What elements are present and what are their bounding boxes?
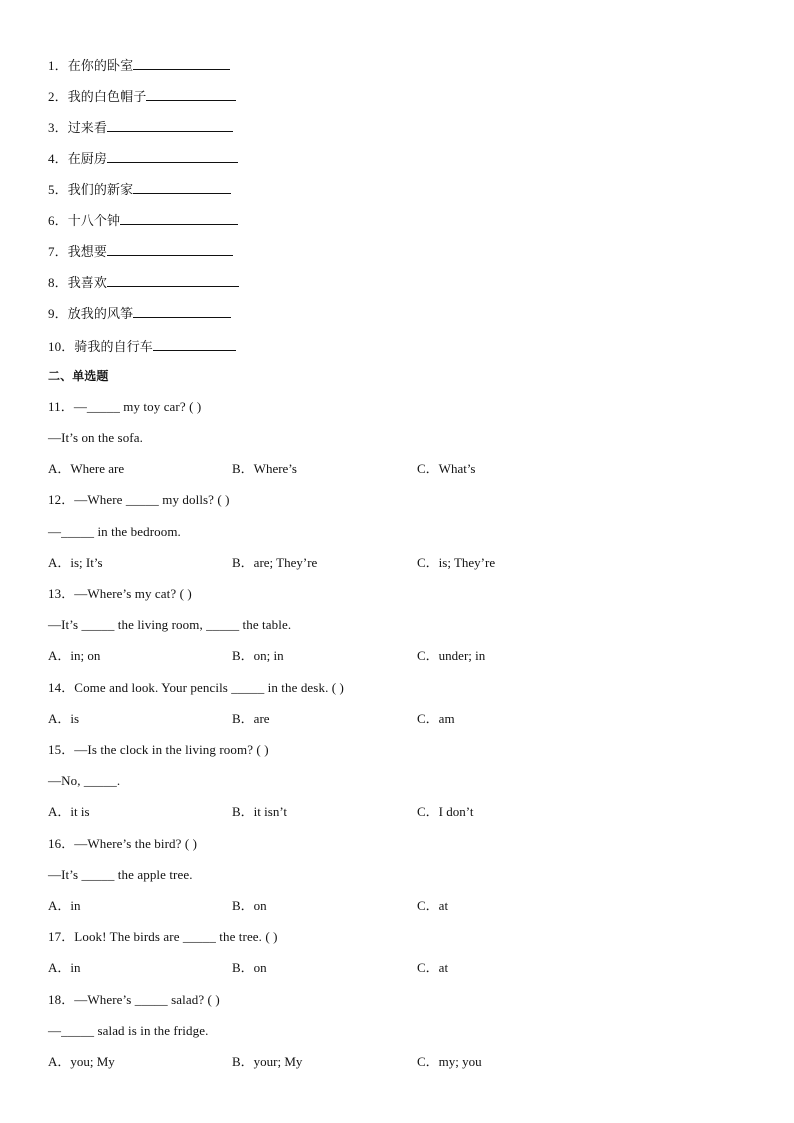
translation-item: [48, 272, 239, 292]
translation-prompt: 10．骑我的自行车: [48, 339, 153, 354]
translation-prompt: 9．放我的风筝: [48, 306, 134, 321]
question-text: 12．—Where _____ my dolls? ( ): [48, 492, 230, 507]
question-text: —It’s _____ the living room, _____ the table.: [48, 617, 292, 632]
option-c[interactable]: C．is; They’re: [417, 555, 496, 570]
translation-prompt: 4．在厨房: [48, 151, 108, 166]
question-text: 14．Come and look. Your pencils _____ in the desk. ( ): [48, 680, 344, 695]
translation-item: [48, 55, 230, 75]
option-b[interactable]: B．are; They’re: [232, 555, 318, 570]
translation-prompt: 6．十八个钟: [48, 213, 121, 228]
answer-blank[interactable]: [107, 272, 239, 287]
answer-blank[interactable]: [107, 117, 233, 132]
answer-blank[interactable]: [153, 336, 236, 351]
question-text: —_____ in the bedroom.: [48, 524, 181, 539]
option-b[interactable]: B．on: [232, 960, 267, 975]
option-b[interactable]: B．on: [232, 898, 267, 913]
question-text: —It’s _____ the apple tree.: [48, 867, 193, 882]
question-text: 17．Look! The birds are _____ the tree. ( ): [48, 929, 278, 944]
option-c[interactable]: C．under; in: [417, 648, 486, 663]
answer-blank[interactable]: [133, 55, 230, 70]
question-text: 13．—Where’s my cat? ( ): [48, 586, 192, 601]
option-b[interactable]: B．it isn’t: [232, 804, 288, 819]
option-c[interactable]: C．am: [417, 711, 455, 726]
option-a[interactable]: A．in; on: [48, 648, 101, 663]
question-text: 16．—Where’s the bird? ( ): [48, 836, 198, 851]
question-text: —_____ salad is in the fridge.: [48, 1023, 209, 1038]
option-a[interactable]: A．Where are: [48, 461, 125, 476]
option-a[interactable]: A．you; My: [48, 1054, 115, 1069]
translation-item: [48, 179, 231, 199]
option-a[interactable]: A．in: [48, 898, 81, 913]
answer-blank[interactable]: [107, 241, 233, 256]
question-text: 15．—Is the clock in the living room? ( ): [48, 742, 269, 757]
answer-blank[interactable]: [107, 148, 238, 163]
option-b[interactable]: B．are: [232, 711, 270, 726]
option-a[interactable]: A．is; It’s: [48, 555, 103, 570]
answer-blank[interactable]: [146, 86, 236, 101]
option-c[interactable]: C．at: [417, 960, 449, 975]
translation-prompt: 1．在你的卧室: [48, 58, 134, 73]
question-text: —No, _____.: [48, 773, 121, 788]
translation-item: [48, 336, 236, 356]
translation-item: [48, 241, 233, 261]
option-c[interactable]: C．at: [417, 898, 449, 913]
translation-prompt: 3．过来看: [48, 120, 108, 135]
translation-item: [48, 117, 233, 137]
option-a[interactable]: A．in: [48, 960, 81, 975]
option-c[interactable]: C．What’s: [417, 461, 476, 476]
translation-item: [48, 86, 236, 106]
option-a[interactable]: A．is: [48, 711, 80, 726]
translation-prompt: 2．我的白色帽子: [48, 89, 147, 104]
section-heading: 二、单选题: [48, 369, 109, 383]
answer-blank[interactable]: [133, 179, 231, 194]
option-c[interactable]: C．my; you: [417, 1054, 482, 1069]
option-c[interactable]: C．I don’t: [417, 804, 474, 819]
option-a[interactable]: A．it is: [48, 804, 90, 819]
question-text: —It’s on the sofa.: [48, 430, 143, 445]
option-b[interactable]: B．Where’s: [232, 461, 297, 476]
translation-prompt: 7．我想要: [48, 244, 108, 259]
option-b[interactable]: B．your; My: [232, 1054, 303, 1069]
translation-prompt: 8．我喜欢: [48, 275, 108, 290]
answer-blank[interactable]: [133, 303, 231, 318]
translation-item: [48, 303, 231, 323]
translation-prompt: 5．我们的新家: [48, 182, 134, 197]
answer-blank[interactable]: [120, 210, 238, 225]
question-text: 18．—Where’s _____ salad? ( ): [48, 992, 220, 1007]
translation-item: [48, 210, 238, 230]
option-b[interactable]: B．on; in: [232, 648, 284, 663]
question-text: 11．—_____ my toy car? ( ): [48, 399, 202, 414]
translation-item: [48, 148, 238, 168]
